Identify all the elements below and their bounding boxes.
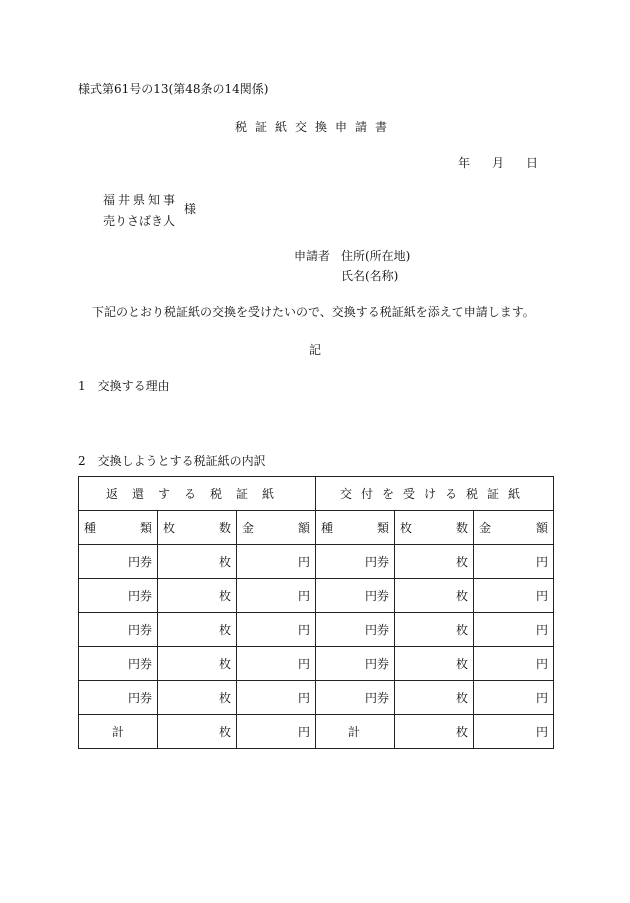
receive-kind-cell[interactable]: 円券 [316,613,395,647]
receive-count-cell[interactable]: 枚 [395,579,474,613]
col-header-kind: 種 類 [79,511,158,545]
applicant-address-label: 住所(所在地) [341,249,411,263]
col-header-kind: 種 類 [316,511,395,545]
receive-amount-cell[interactable]: 円 [474,647,554,681]
receive-count-cell[interactable]: 枚 [395,545,474,579]
return-kind-cell[interactable]: 円券 [79,647,158,681]
receive-amount-cell[interactable]: 円 [474,613,554,647]
table-row [79,681,554,715]
addressee-governor: 福井県知事 [103,193,179,207]
receive-amount-cell[interactable]: 円 [474,579,554,613]
return-total-count[interactable]: 枚 [158,715,237,749]
receive-total-amount[interactable]: 円 [474,715,554,749]
return-amount-cell[interactable]: 円 [237,579,316,613]
return-count-cell[interactable]: 枚 [158,681,237,715]
table-group-header-row [79,477,554,511]
section-breakdown: 2 交換しようとする税証紙の内訳 [78,454,266,468]
return-amount-cell[interactable]: 円 [237,647,316,681]
receive-kind-cell[interactable]: 円券 [316,579,395,613]
table-total-row [79,715,554,749]
return-stamps-header: 返還する税証紙 [79,477,316,511]
table-row [79,579,554,613]
receive-kind-cell[interactable]: 円券 [316,647,395,681]
section-exchange-reason: 1 交換する理由 [78,379,170,393]
return-count-cell[interactable]: 枚 [158,613,237,647]
request-statement: 下記のとおり税証紙の交換を受けたいので、交換する税証紙を添えて申請します。 [92,305,535,319]
date-month: 月 [492,156,505,170]
receive-total-label: 計 [316,715,395,749]
receive-count-cell[interactable]: 枚 [395,647,474,681]
receive-kind-cell[interactable]: 円券 [316,681,395,715]
return-kind-cell[interactable]: 円券 [79,579,158,613]
col-header-amount: 金 額 [237,511,316,545]
receive-total-count[interactable]: 枚 [395,715,474,749]
date-line [458,157,538,169]
stamp-breakdown-table [78,476,554,749]
form-number: 様式第61号の13(第48条の14関係) [78,82,269,96]
table-row [79,647,554,681]
receive-amount-cell[interactable]: 円 [474,681,554,715]
table-row [79,545,554,579]
table-column-header-row [79,511,554,545]
return-kind-cell[interactable]: 円券 [79,613,158,647]
receive-amount-cell[interactable]: 円 [474,545,554,579]
receive-count-cell[interactable]: 枚 [395,681,474,715]
col-header-count: 枚 数 [158,511,237,545]
receive-kind-cell[interactable]: 円券 [316,545,395,579]
return-count-cell[interactable]: 枚 [158,545,237,579]
addressee-seller: 売りさばき人 [103,214,176,228]
return-amount-cell[interactable]: 円 [237,545,316,579]
return-count-cell[interactable]: 枚 [158,647,237,681]
applicant-label: 申請者 [294,249,331,263]
return-amount-cell[interactable]: 円 [237,681,316,715]
return-kind-cell[interactable]: 円券 [79,545,158,579]
return-total-label: 計 [79,715,158,749]
page-title: 税証紙交換申請書 [234,120,395,134]
ki-heading: 記 [308,343,321,357]
return-kind-cell[interactable]: 円券 [79,681,158,715]
col-header-count: 枚 数 [395,511,474,545]
date-day: 日 [526,156,539,170]
addressee-honorific: 様 [184,202,197,216]
col-header-amount: 金 額 [474,511,554,545]
date-year: 年 [458,156,471,170]
return-count-cell[interactable]: 枚 [158,579,237,613]
receive-stamps-header: 交付を受ける税証紙 [316,477,554,511]
table-row [79,613,554,647]
return-amount-cell[interactable]: 円 [237,613,316,647]
applicant-name-label: 氏名(名称) [341,269,399,283]
receive-count-cell[interactable]: 枚 [395,613,474,647]
return-total-amount[interactable]: 円 [237,715,316,749]
